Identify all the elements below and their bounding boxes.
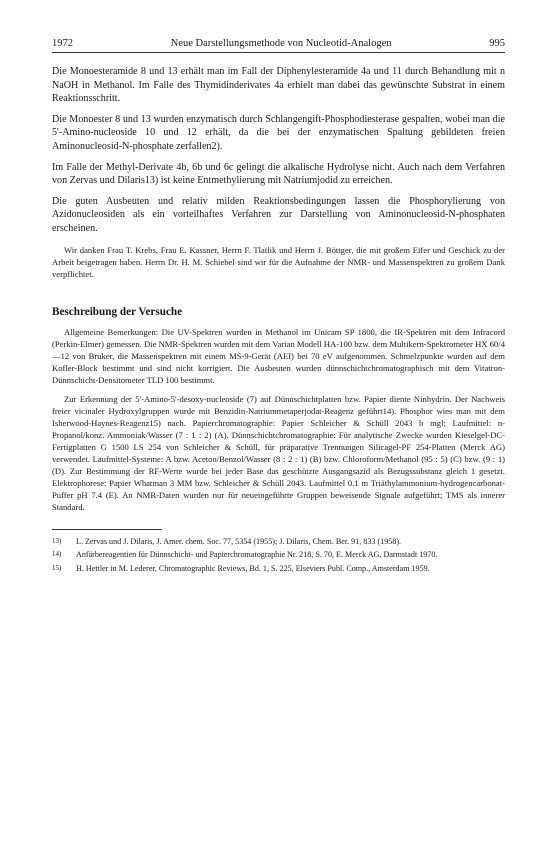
journal-year: 1972 — [52, 38, 73, 49]
footnote-13 — [52, 536, 505, 548]
footnote-number: 13) — [52, 536, 62, 545]
footnote-text: Anfärbereagentien für Dünnschicht- und Papierchromatographie Nr. 218, S. 70, E. Merck AG, Darmstadt 1970. — [76, 550, 438, 560]
footnote-divider — [52, 529, 162, 530]
paragraph-methyl-derivatives: Im Falle der Methyl-Derivate 4b, 6b und 6c gelingt die alkalische Hydrolyse nicht. Auch nach dem Verfahren von Zervas und Dilaris13) ist keine Entmethylierung mit Natriumjodid zu erreichen. — [52, 161, 505, 187]
footnote-number: 15) — [52, 563, 62, 572]
acknowledgement: Wir danken Frau T. Krebs, Frau E. Kassner, Herrn F. Tlatlik und Herrn J. Böttger, die mit großem Eifer und Geschick zu der Arbeit beigetragen haben. Herrn Dr. H. M. Schiebel sind wir für die Aufnahme der NMR- und Massenspektren zu großem Dank verpflichtet. — [52, 244, 505, 279]
paragraph-monoester: Die Monoester 8 und 13 wurden enzymatisch durch Schlangengift-Phosphodiesterase gespalten, wobei man die 5'-Amino-nucleoside 10 und 12 erhält, da die bei der enzymatischen Spaltung gebildeten freien Aminonucleosid-N-phosphate zerfallen2). — [52, 113, 505, 152]
journal-page — [52, 38, 505, 576]
footnotes — [52, 536, 505, 575]
page-number: 995 — [489, 38, 505, 49]
footnote-number: 14) — [52, 550, 62, 559]
paragraph-monoesteramide: Die Monoesteramide 8 und 13 erhält man im Fall der Diphenylesteramide 4a und 11 durch Behandlung mit n NaOH in Methanol. Im Falle des Thymidinderivates 4a erhielt man dabei das gewünschte Substrat in einem Reaktionsschritt. — [52, 66, 505, 105]
general-remarks-paragraph: Allgemeine Bemerkungen: Die UV-Spektren wurden in Methanol im Unicam SP 1800, die IR-Spektren mit dem Infracord (Perkin-Elmer) gemessen. Die NMR-Spektren wurden mit dem Varian Modell HA-100 bzw. dem Multikern-Spektrometer HX 60/4—12 von Bruker, die Massenspektren mit einem MS-9-Gerät (AEI) bei 70 eV aufgenommen. Schmelzpunkte wurden auf dem Kofler-Block bestimmt und sind nicht korrigiert. Die Ausbeuten wurden dünnschichtchromatographisch mit dem Vitatron-Dünnschicht-Densitometer TLD 100 bestimmt. — [52, 326, 505, 385]
paragraph-conclusion: Die guten Ausbeuten und relativ milden Reaktionsbedingungen lassen die Phosphorylierung von Azidonucleosiden als ein vorteilhaftes Verfahren zur Darstellung von Aminonucleosid-N-phosphaten erscheinen. — [52, 195, 505, 234]
section-title: Beschreibung der Versuche — [52, 305, 183, 318]
running-head — [52, 38, 505, 53]
footnote-text: H. Hettler in M. Lederer, Chromatographic Reviews, Bd. 1, S. 225, Elseviers Publ. Comp., Amsterdam 1959. — [76, 563, 430, 573]
running-title: Neue Darstellungsmethode von Nucleotid-Analogen — [170, 38, 392, 49]
detection-paragraph: Zur Erkennung der 5'-Amino-5'-desoxy-nucleoside (7) auf Dünnschichtplatten bzw. Papier diente Ninhydrin. Der Nachweis freier vicinaler Hydroxylgruppen wurde mit Benzidin-Natriummetaperjodat-Reagenz geführt14). Phosphor wies man mit dem Isherwood-Haynes-Reagenz15) nach. Papierchromatographie: Papier Schleicher & Schüll 2043 b mgl; Laufmittel: n-Propanol/konz. Ammoniak/Wasser (7 : 1 : 2) (A). Dünnschichtchromatographie: Für analytische Zwecke wurden Kieselgel-DC-Fertigplatten G 1500 LS 254 von Schleicher & Schüll, für präparative Trennungen Silicagel-PF 254-Platten (Merck AG) verwendet. Laufmittel-Systeme: A bzw. Aceton/Benzol/Wasser (8 : 2 : 1) (B) bzw. Chloroform/Methanol (95 : 5) (C) bzw. (9 : 1) (D). Zur Bestimmung der RF-Werte wurde bei jeder Base das geschützte Ausgangsazid als Bezugssubstanz gleich 1 gesetzt. Elektrophorese: Papier Whatman 3 MM bzw. Schleicher & Schüll 2043. Laufmittel 0.1 m Triäthylammonium-hydrogencarbonat-Puffer pH 7.4 (E). An NMR-Daten wurden nur für neueingeführte Gruppen beweisende Signale aufgeführt; TMS als innerer Standard. — [52, 393, 505, 512]
footnote-14 — [52, 549, 505, 561]
discussion-text — [52, 65, 505, 236]
footnote-text: L. Zervas und J. Dilaris, J. Amer. chem. Soc. 77, 5354 (1955); J. Dilaris, Chem. Ber. 91, 833 (1958). — [76, 536, 402, 546]
experimental-section — [52, 326, 505, 513]
footnote-15 — [52, 563, 505, 575]
